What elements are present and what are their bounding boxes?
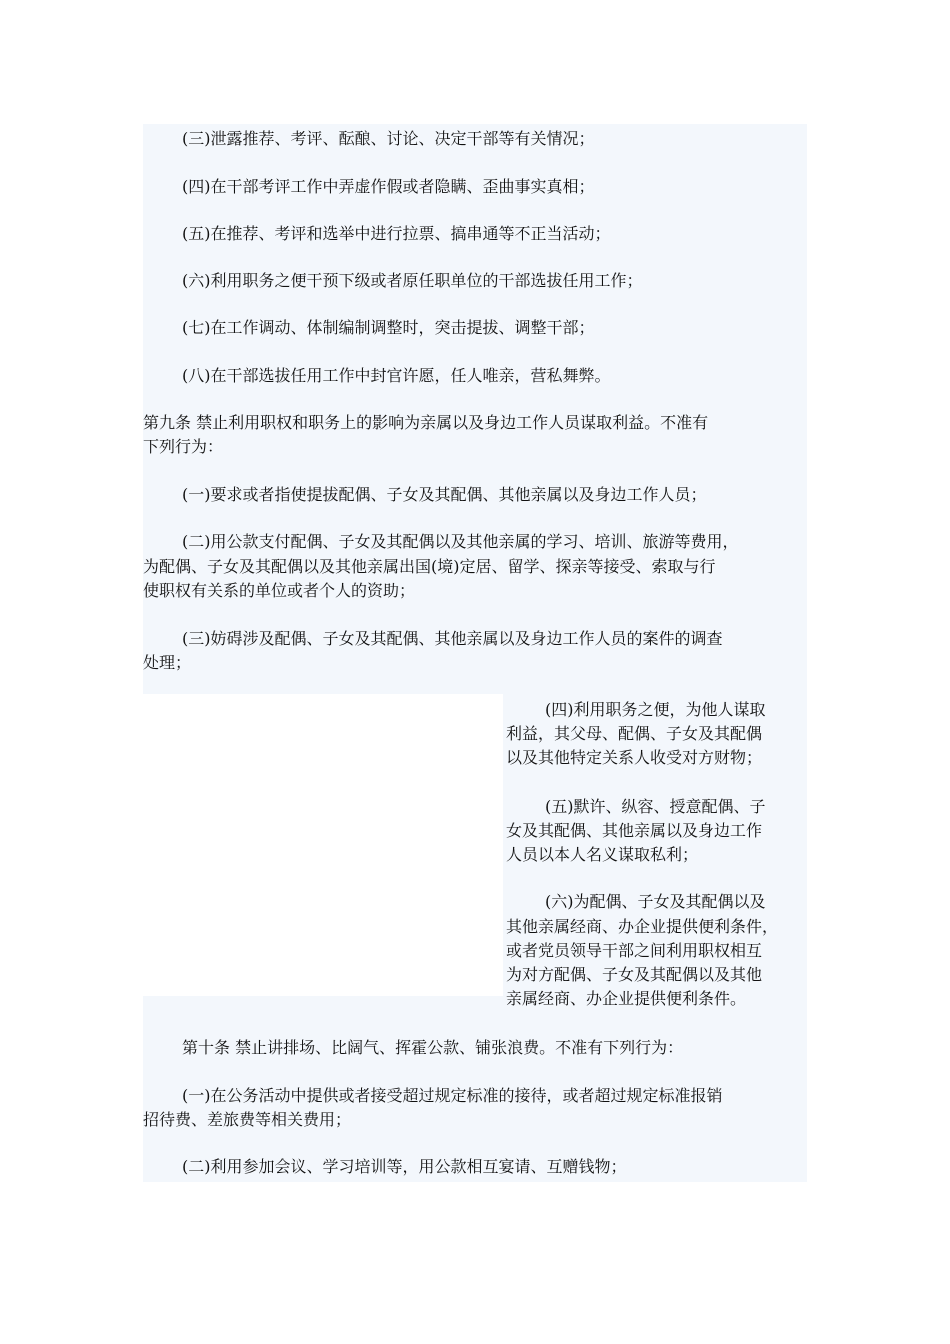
- paragraph-item-3: (三)泄露推荐、考评、酝酿、讨论、决定干部等有关情况；: [182, 129, 595, 148]
- article-9-item-3-line-1: (三)妨碍涉及配偶、子女及其配偶、其他亲属以及身边工作人员的案件的调查: [182, 629, 723, 648]
- article-9-item-4-line-3: 以及其他特定关系人收受对方财物；: [506, 748, 763, 767]
- article-10-item-1-line-2: 招待费、差旅费等相关费用；: [143, 1110, 352, 1129]
- article-9-heading: 第九条 禁止利用职权和职务上的影响为亲属以及身边工作人员谋取利益。不准有: [143, 413, 709, 432]
- paragraph-item-4: (四)在干部考评工作中弄虚作假或者隐瞒、歪曲事实真相；: [182, 177, 595, 196]
- paragraph-item-8: (八)在干部选拔任用工作中封官许愿，任人唯亲，营私舞弊。: [182, 366, 611, 385]
- content-panel-top: [143, 124, 807, 694]
- paragraph-item-6: (六)利用职务之便干预下级或者原任职单位的干部选拔任用工作；: [182, 271, 643, 290]
- article-9-item-4-line-2: 利益，其父母、配偶、子女及其配偶: [506, 724, 763, 743]
- article-9-item-2-line-2: 为配偶、子女及其配偶以及其他亲属出国(境)定居、留学、探亲等接受、索取与行: [143, 557, 716, 576]
- article-9-item-6-line-5: 亲属经商、办企业提供便利条件。: [506, 989, 747, 1008]
- article-10-heading: 第十条 禁止讲排场、比阔气、挥霍公款、铺张浪费。不准有下列行为：: [182, 1038, 684, 1057]
- article-9-item-1: (一)要求或者指使提拔配偶、子女及其配偶、其他亲属以及身边工作人员；: [182, 485, 707, 504]
- article-10-item-1-line-1: (一)在公务活动中提供或者接受超过规定标准的接待，或者超过规定标准报销: [182, 1086, 723, 1105]
- article-9-heading-cont: 下列行为：: [143, 437, 224, 456]
- article-9-item-6-line-3: 或者党员领导干部之间利用职权相互: [506, 941, 763, 960]
- paragraph-item-7: (七)在工作调动、体制编制调整时，突击提拔、调整干部；: [182, 318, 595, 337]
- article-9-item-4-line-1: (四)利用职务之便，为他人谋取: [545, 700, 766, 719]
- article-9-item-6-line-2: 其他亲属经商、办企业提供便利条件，: [506, 917, 779, 936]
- article-9-item-2-line-1: (二)用公款支付配偶、子女及其配偶以及其他亲属的学习、培训、旅游等费用，: [182, 532, 739, 551]
- article-9-item-6-line-1: (六)为配偶、子女及其配偶以及: [545, 892, 766, 911]
- article-9-item-2-line-3: 使职权有关系的单位或者个人的资助；: [143, 581, 416, 600]
- paragraph-item-5: (五)在推荐、考评和选举中进行拉票、搞串通等不正当活动；: [182, 224, 611, 243]
- article-9-item-3-line-2: 处理；: [143, 653, 192, 672]
- article-9-item-6-line-4: 为对方配偶、子女及其配偶以及其他: [506, 965, 763, 984]
- article-10-item-2: (二)利用参加会议、学习培训等，用公款相互宴请、互赠钱物；: [182, 1157, 627, 1176]
- article-9-item-5-line-3: 人员以本人名义谋取私利；: [506, 845, 699, 864]
- article-9-item-5-line-2: 女及其配偶、其他亲属以及身边工作: [506, 821, 763, 840]
- article-9-item-5-line-1: (五)默许、纵容、授意配偶、子: [545, 797, 766, 816]
